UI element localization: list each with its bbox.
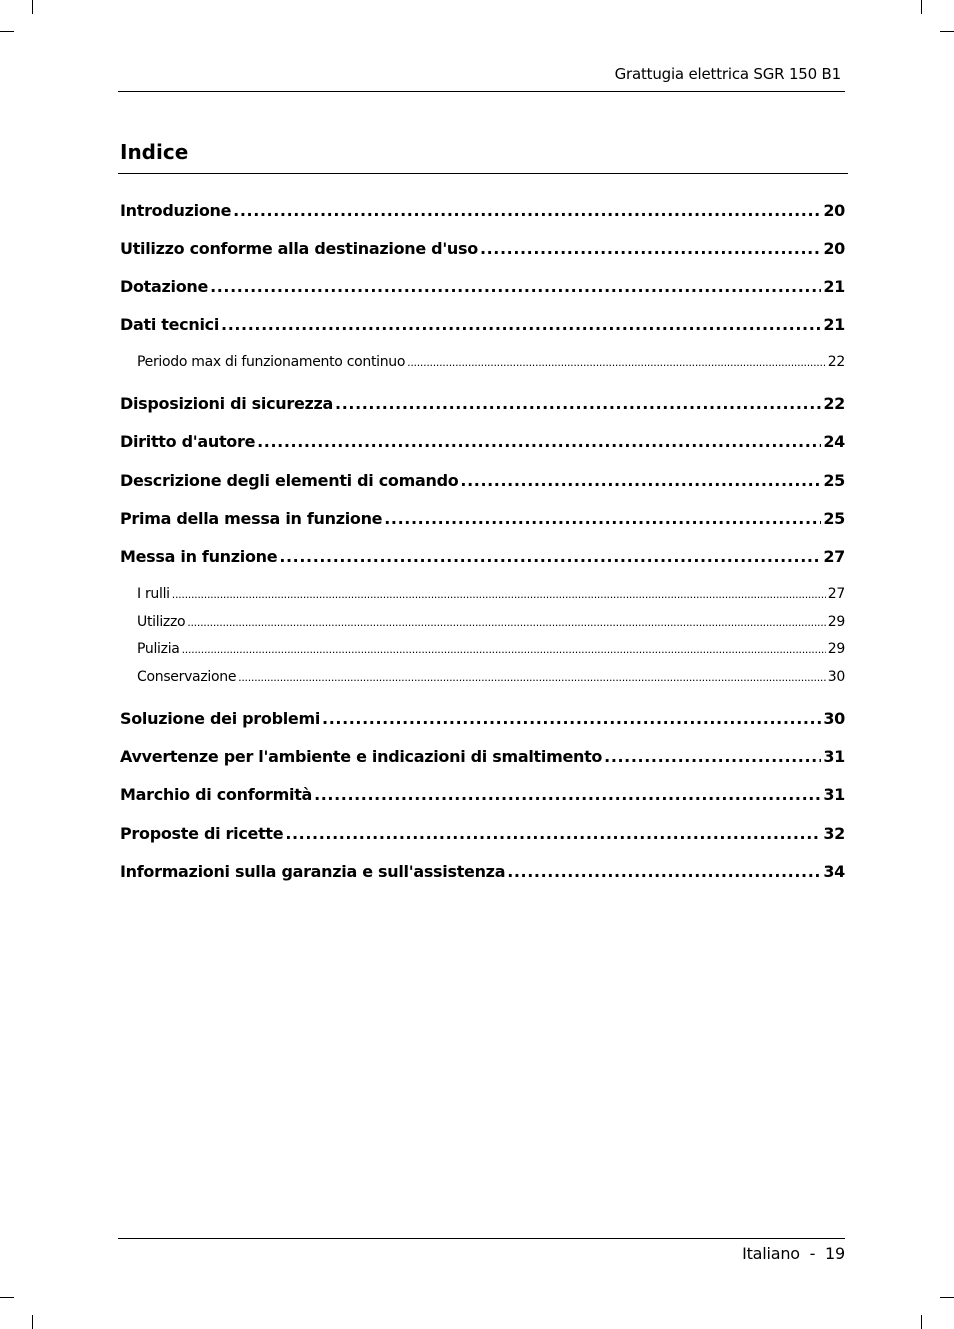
page-header	[118, 64, 845, 92]
toc-entry-page: 31	[823, 747, 845, 766]
toc-dot-leader	[314, 785, 821, 804]
crop-mark	[921, 1315, 922, 1329]
toc-entry[interactable]	[120, 432, 845, 451]
toc-entry-label: Soluzione dei problemi	[120, 709, 321, 728]
footer-separator: -	[809, 1244, 816, 1263]
toc-entry[interactable]	[120, 354, 845, 370]
crop-mark	[0, 31, 14, 32]
crop-mark	[921, 0, 922, 14]
toc-entry-label: Conservazione	[137, 669, 237, 685]
toc-entry-page: 29	[827, 641, 845, 657]
crop-mark	[0, 1297, 14, 1298]
toc-dot-leader	[238, 669, 826, 685]
toc-dot-leader	[221, 315, 821, 334]
toc-entry-label: Introduzione	[120, 201, 232, 220]
toc-entry[interactable]	[120, 862, 845, 881]
toc-dot-leader	[172, 586, 826, 602]
toc-entry[interactable]	[120, 785, 845, 804]
toc-title: Indice	[120, 140, 189, 164]
toc-entry[interactable]	[120, 824, 845, 843]
toc-dot-leader	[233, 201, 821, 220]
toc-entry[interactable]	[120, 669, 845, 685]
toc-entry-label: Utilizzo conforme alla destinazione d'uso	[120, 239, 478, 258]
toc-entry[interactable]	[120, 747, 845, 766]
toc-entry-label: Prima della messa in funzione	[120, 509, 383, 528]
toc-entry[interactable]	[120, 394, 845, 413]
toc-entry-page: 25	[823, 471, 845, 490]
toc-dot-leader	[210, 277, 821, 296]
toc-dot-leader	[507, 862, 821, 881]
toc-entry-label: I rulli	[137, 586, 170, 602]
toc-entry-label: Dotazione	[120, 277, 209, 296]
toc-dot-leader	[480, 239, 821, 258]
title-divider	[118, 173, 848, 174]
toc-entry-page: 21	[823, 277, 845, 296]
footer-text	[742, 1244, 845, 1263]
toc-entry-label: Periodo max di funzionamento continuo	[137, 354, 406, 370]
toc-entry-label: Informazioni sulla garanzia e sull'assistenza	[120, 862, 506, 881]
toc-entry-page: 25	[823, 509, 845, 528]
toc-entry-label: Dati tecnici	[120, 315, 220, 334]
toc-entry-page: 22	[827, 354, 845, 370]
toc-entry-label: Descrizione degli elementi di comando	[120, 471, 459, 490]
toc-entry-label: Proposte di ricette	[120, 824, 284, 843]
toc-entry-label: Marchio di conformità	[120, 785, 313, 804]
toc-dot-leader	[384, 509, 821, 528]
toc-entry-page: 30	[823, 709, 845, 728]
toc-entry-label: Messa in funzione	[120, 547, 278, 566]
toc-entry[interactable]	[120, 509, 845, 528]
toc-entry-page: 24	[823, 432, 845, 451]
toc-entry-page: 20	[823, 239, 845, 258]
toc-entry-page: 22	[823, 394, 845, 413]
crop-mark	[940, 1297, 954, 1298]
document-title: Grattugia elettrica SGR 150 B1	[614, 65, 841, 83]
toc-dot-leader	[604, 747, 821, 766]
toc-entry-label: Utilizzo	[137, 614, 186, 630]
toc-entry[interactable]	[120, 614, 845, 630]
footer-page-number: 19	[825, 1244, 845, 1263]
toc-entry-label: Diritto d'autore	[120, 432, 256, 451]
toc-entry-label: Pulizia	[137, 641, 180, 657]
toc-entry-page: 34	[823, 862, 845, 881]
toc-dot-leader	[279, 547, 821, 566]
toc-entry[interactable]	[120, 586, 845, 602]
toc-dot-leader	[182, 641, 826, 657]
toc-entry-page: 29	[827, 614, 845, 630]
crop-mark	[32, 0, 33, 14]
toc-dot-leader	[335, 394, 821, 413]
toc-entry-label: Disposizioni di sicurezza	[120, 394, 334, 413]
toc-entry-page: 27	[827, 586, 845, 602]
toc-entry-page: 31	[823, 785, 845, 804]
toc-entry-page: 21	[823, 315, 845, 334]
toc-entry-page: 30	[827, 669, 845, 685]
toc-entry[interactable]	[120, 315, 845, 334]
toc-dot-leader	[257, 432, 821, 451]
toc-entry[interactable]	[120, 641, 845, 657]
toc-entry-page: 20	[823, 201, 845, 220]
toc-entry[interactable]	[120, 239, 845, 258]
crop-mark	[940, 31, 954, 32]
toc-entry[interactable]	[120, 547, 845, 566]
toc-entry[interactable]	[120, 277, 845, 296]
toc-entry-page: 27	[823, 547, 845, 566]
toc-entry-label: Avvertenze per l'ambiente e indicazioni di smaltimento	[120, 747, 603, 766]
crop-mark	[32, 1315, 33, 1329]
toc-entry[interactable]	[120, 471, 845, 490]
toc-dot-leader	[285, 824, 821, 843]
toc-dot-leader	[322, 709, 821, 728]
page-footer	[118, 1238, 845, 1268]
toc-entry[interactable]	[120, 709, 845, 728]
footer-language: Italiano	[742, 1244, 800, 1263]
toc-dot-leader	[407, 354, 826, 370]
toc-dot-leader	[460, 471, 821, 490]
toc-entry-page: 32	[823, 824, 845, 843]
toc-dot-leader	[187, 614, 826, 630]
toc-entry[interactable]	[120, 201, 845, 220]
